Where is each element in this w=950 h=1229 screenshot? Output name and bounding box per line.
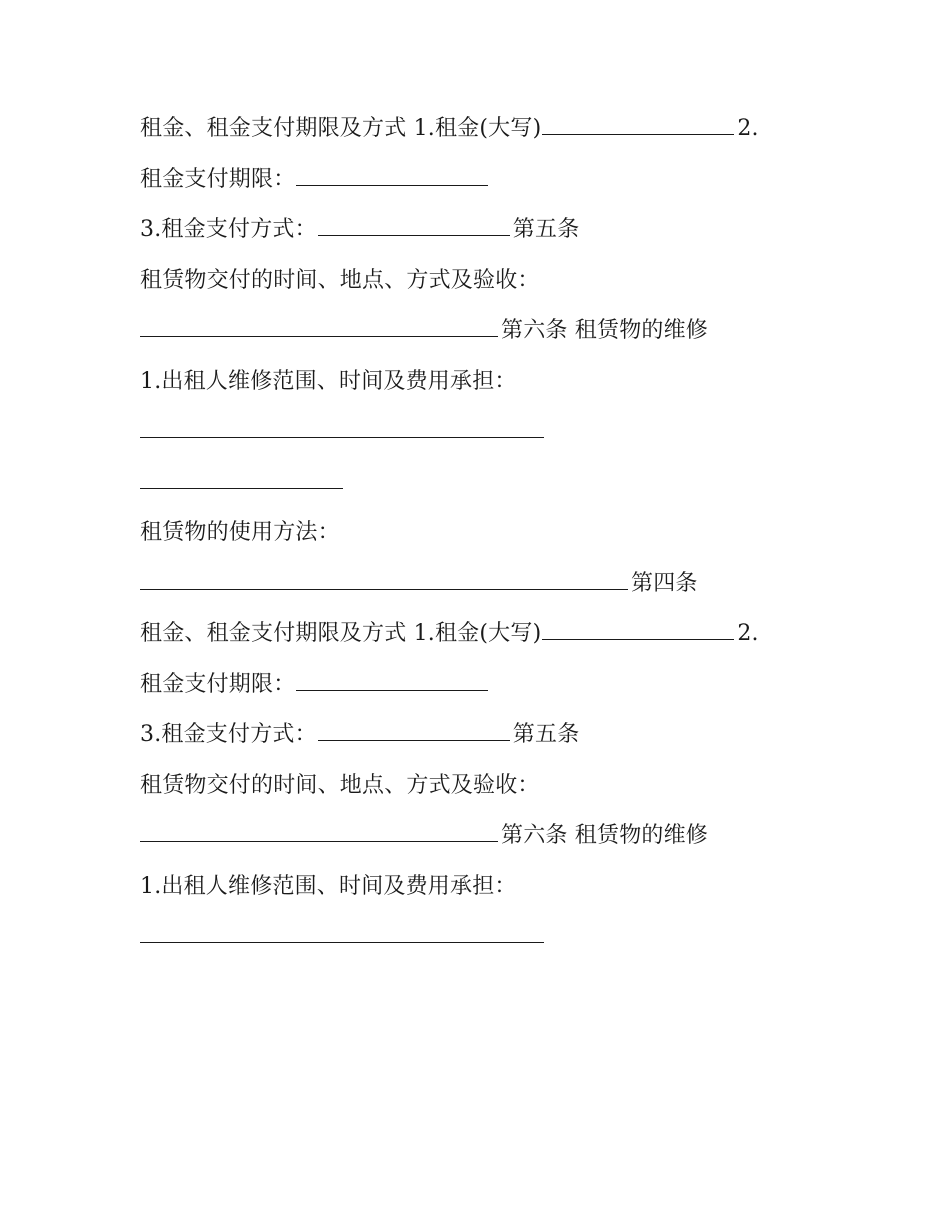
clause-text: 3.租金支付方式： <box>140 722 317 747</box>
text-line <box>140 916 820 967</box>
text-line <box>140 512 820 563</box>
fill-in-blank <box>140 312 498 337</box>
fill-in-blank <box>318 716 510 741</box>
text-line <box>140 209 820 260</box>
text-line <box>140 462 820 513</box>
fill-in-blank <box>296 161 488 186</box>
fill-in-blank <box>140 413 544 438</box>
fill-in-blank <box>140 817 498 842</box>
clause-text: 3.租金支付方式： <box>140 217 317 242</box>
clause-heading: 第六条 租赁物的维修 <box>501 823 708 848</box>
clause-heading: 第五条 <box>512 722 580 747</box>
text-line <box>140 714 820 765</box>
text-line <box>140 664 820 715</box>
fill-in-blank <box>542 615 734 640</box>
text-line <box>140 613 820 664</box>
clause-text: 租赁物交付的时间、地点、方式及验收： <box>140 267 540 293</box>
clause-text: 1.出租人维修范围、时间及费用承担： <box>140 368 517 394</box>
text-line <box>140 159 820 210</box>
text-line <box>140 411 820 462</box>
clause-text: 1.出租人维修范围、时间及费用承担： <box>140 873 517 899</box>
clause-heading: 第五条 <box>512 217 580 242</box>
fill-in-blank <box>140 565 628 590</box>
fill-in-blank <box>542 110 734 135</box>
clause-text: 2. <box>737 621 759 646</box>
clause-text: 租金支付期限： <box>140 671 296 697</box>
text-line <box>140 108 820 159</box>
document-body <box>140 108 820 967</box>
fill-in-blank <box>296 666 488 691</box>
clause-text: 租金、租金支付期限及方式 1.租金(大写) <box>140 116 542 141</box>
text-line <box>140 310 820 361</box>
clause-text: 租金、租金支付期限及方式 1.租金(大写) <box>140 621 542 646</box>
text-line <box>140 361 820 412</box>
clause-text: 租赁物的使用方法： <box>140 520 340 545</box>
clause-heading: 第四条 <box>631 570 698 596</box>
clause-text: 租赁物交付的时间、地点、方式及验收： <box>140 772 540 798</box>
fill-in-blank <box>140 464 343 489</box>
clause-heading: 第六条 租赁物的维修 <box>501 318 708 343</box>
clause-text: 租金支付期限： <box>140 166 296 192</box>
fill-in-blank <box>140 918 544 943</box>
text-line <box>140 260 820 311</box>
text-line <box>140 765 820 816</box>
text-line <box>140 815 820 866</box>
text-line <box>140 866 820 917</box>
clause-text: 2. <box>737 116 759 141</box>
text-line <box>140 563 820 614</box>
fill-in-blank <box>318 211 510 236</box>
